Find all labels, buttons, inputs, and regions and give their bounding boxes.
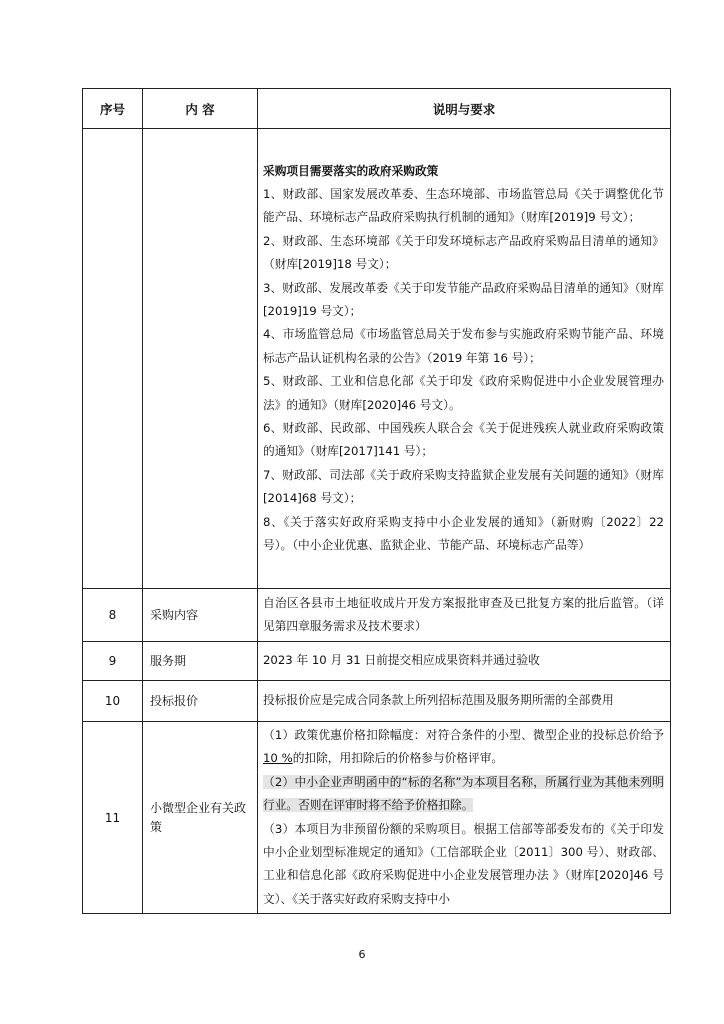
table-header-row xyxy=(83,89,671,129)
row-description xyxy=(258,722,671,914)
policy-description-cell xyxy=(258,129,671,589)
row-description: 自治区各县市土地征收成片开发方案报批审查及已批复方案的批后监管。（详见第四章服务需求及技术要求） xyxy=(258,589,671,642)
row-serial: 9 xyxy=(83,642,143,681)
header-description: 说明与要求 xyxy=(258,89,671,129)
policy-item: 2、财政部、生态环境部《关于印发环境标志产品政府采购品目清单的通知》（财库[2019]18 号文）； xyxy=(263,233,664,272)
row-serial: 11 xyxy=(83,722,143,914)
policy-title: 采购项目需要落实的政府采购政策 xyxy=(263,163,439,178)
requirements-table xyxy=(82,88,671,914)
row-serial: 8 xyxy=(83,589,143,642)
table-row xyxy=(83,681,671,722)
row-label: 采购内容 xyxy=(143,589,258,642)
row-label: 小微型企业有关政策 xyxy=(143,722,258,914)
sme-paragraph-2 xyxy=(263,771,664,818)
header-content: 内 容 xyxy=(143,89,258,129)
row-description: 投标报价应是完成合同条款上所列招标范围及服务期所需的全部费用 xyxy=(258,681,671,722)
discount-percent: 10 % xyxy=(263,751,293,766)
policy-item: 8、《关于落实好政府采购支持中小企业发展的通知》（新财购〔2022〕22 号）。（中小企业优惠、监狱企业、节能产品、环境标志产品等） xyxy=(263,514,664,553)
table-row-policy xyxy=(83,129,671,589)
page-number: 6 xyxy=(358,948,366,961)
sme-paragraph-3: （3）本项目为非预留份额的采购项目。根据工信部等部委发布的《关于印发中小企业划型标准规定的通知》（工信部联企业〔2011〕300 号）、财政部、工业和信息化部《政府采购促进中小企业发展管理办法 》（财库[2020]46 号文）、《关于落实好政府采购支持中小 xyxy=(263,821,664,906)
policy-item: 1、财政部、国家发展改革委、生态环境部、市场监管总局《关于调整优化节能产品、环境标志产品政府采购执行机制的通知》（财库[2019]9 号文）； xyxy=(263,186,664,225)
sme-paragraph-1: （1）政策优惠价格扣除幅度：对符合条件的小型、微型企业的投标总价给予 10 %的扣除，用扣除后的价格参与价格评审。 xyxy=(263,728,664,766)
row-serial: 10 xyxy=(83,681,143,722)
highlighted-text: （2）中小企业声明函中的“标的名称”为本项目名称，所属行业为其他未列明行业。否则在评审时将不给予价格扣除。 xyxy=(263,774,664,813)
policy-item: 4、市场监管总局《市场监管总局关于发布参与实施政府采购节能产品、环境标志产品认证机构名录的公告》（2019 年第 16 号）； xyxy=(263,327,664,365)
policy-serial-cell xyxy=(83,129,143,589)
policy-item: 7、财政部、司法部《关于政府采购支持监狱企业发展有关问题的通知》（财库[2014]68 号文）； xyxy=(263,467,664,506)
table-row xyxy=(83,642,671,681)
table-row xyxy=(83,589,671,642)
policy-item: 6、财政部、民政部、中国残疾人联合会《关于促进残疾人就业政府采购政策的通知》（财库[2017]141 号）； xyxy=(263,421,664,459)
row-description: 2023 年 10 月 31 日前提交相应成果资料并通过验收 xyxy=(258,642,671,681)
policy-item: 5、财政部、工业和信息化部《关于印发《政府采购促进中小企业发展管理办法》的通知》（财库[2020]46 号文）。 xyxy=(263,374,664,412)
row-label: 服务期 xyxy=(143,642,258,681)
policy-label-cell xyxy=(143,129,258,589)
row-label: 投标报价 xyxy=(143,681,258,722)
header-serial: 序号 xyxy=(83,89,143,129)
policy-item: 3、财政部、发展改革委《关于印发节能产品政府采购品目清单的通知》（财库[2019]19 号文）； xyxy=(263,280,664,318)
table-row-sme-policy xyxy=(83,722,671,914)
